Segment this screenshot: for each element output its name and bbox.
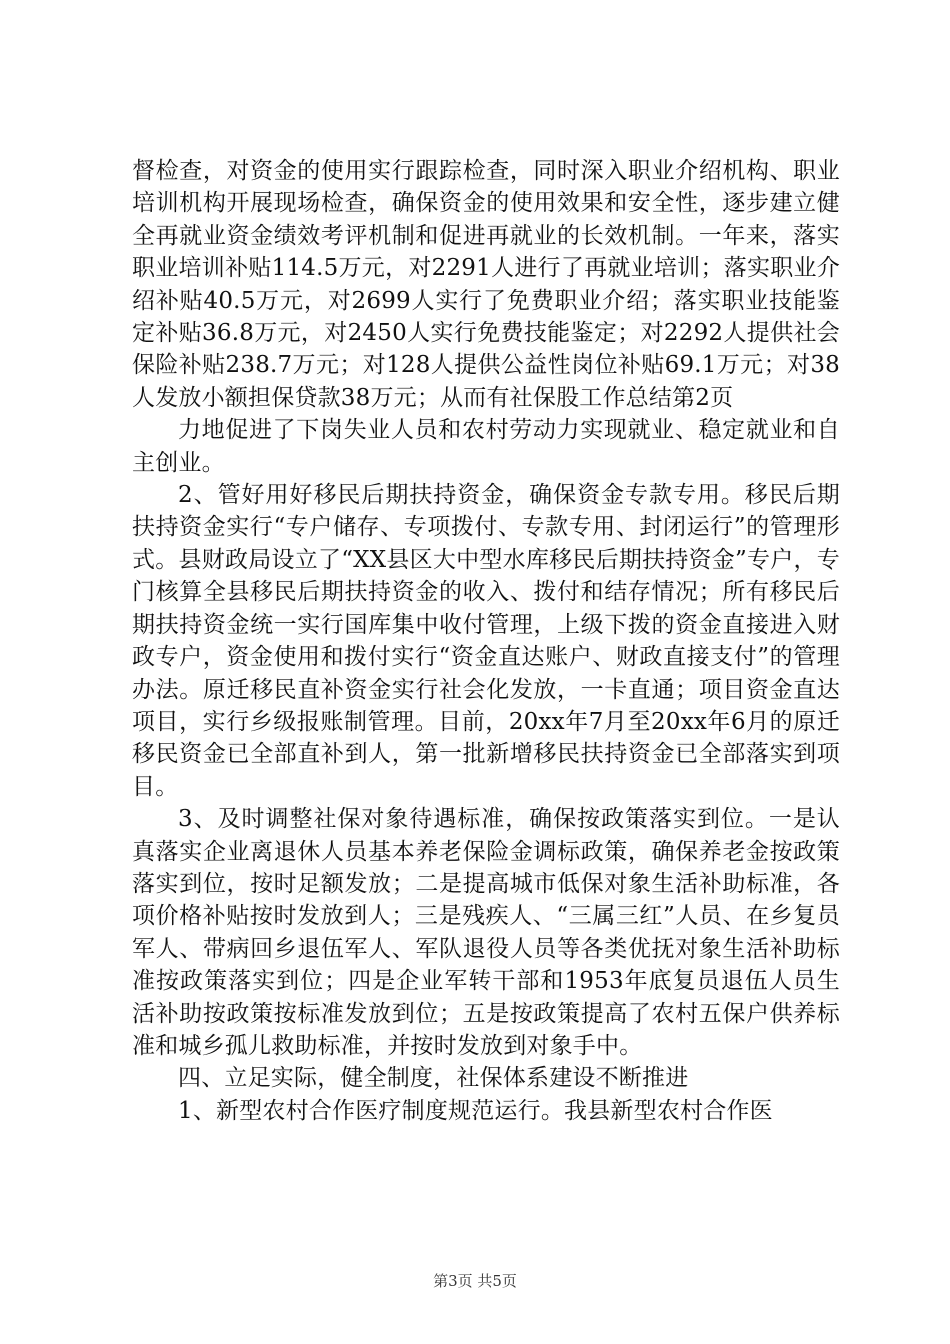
paragraph-2: 力地促进了下岗失业人员和农村劳动力实现就业、稳定就业和自主创业。 [132, 417, 840, 476]
document-body [132, 155, 840, 1127]
paragraph-1: 督检查，对资金的使用实行跟踪检查，同时深入职业介绍机构、职业培训机构开展现场检查，确保资金的使用效果和安全性，逐步建立健全再就业资金绩效考评机制和促进再就业的长效机制。一年来，落实职业培训补贴114.5万元，对2291人进行了再就业培训；落实职业介绍补贴40.5万元，对2699人实行了免费职业介绍；落实职业技能鉴定补贴36.8万元，对2450人实行免费技能鉴定；对2292人提供社会保险补贴238.7万元；对128人提供公益性岗位补贴69.1万元；对38人发放小额担保贷款38万元；从而有社保股工作总结第2页 [132, 158, 840, 411]
paragraph-5: 1、新型农村合作医疗制度规范运行。我县新型农村合作医 [178, 1097, 773, 1124]
page-footer: 第3页 共5页 [433, 1272, 517, 1290]
section-heading-4: 四、立足实际，健全制度，社保体系建设不断推进 [178, 1065, 689, 1092]
paragraph-4: 3、及时调整社保对象待遇标准，确保按政策落实到位。一是认真落实企业离退休人员基本养老保险金调标政策，确保养老金按政策落实到位，按时足额发放；二是提高城市低保对象生活补助标准，各项价格补贴按时发放到人；三是残疾人、“三属三红”人员、在乡复员军人、带病回乡退伍军人、军队退役人员等各类优抚对象生活补助标准按政策落实到位；四是企业军转干部和1953年底复员退伍人员生活补助按政策按标准发放到位；五是按政策提高了农村五保户供养标准和城乡孤儿救助标准，并按时发放到对象手中。 [132, 806, 840, 1059]
paragraph-3: 2、管好用好移民后期扶持资金，确保资金专款专用。移民后期扶持资金实行“专户储存、专项拨付、专款专用、封闭运行”的管理形式。县财政局设立了“XX县区大中型水库移民后期扶持资金”专户，专门核算全县移民后期扶持资金的收入、拨付和结存情况；所有移民后期扶持资金统一实行国库集中收付管理，上级下拨的资金直接进入财政专户，资金使用和拨付实行“资金直达账户、财政直接支付”的管理办法。原迁移民直补资金实行社会化发放，一卡直通；项目资金直达项目，实行乡级报账制管理。目前，20xx年7月至20xx年6月的原迁移民资金已全部直补到人，第一批新增移民扶持资金已全部落实到项目。 [132, 482, 840, 800]
